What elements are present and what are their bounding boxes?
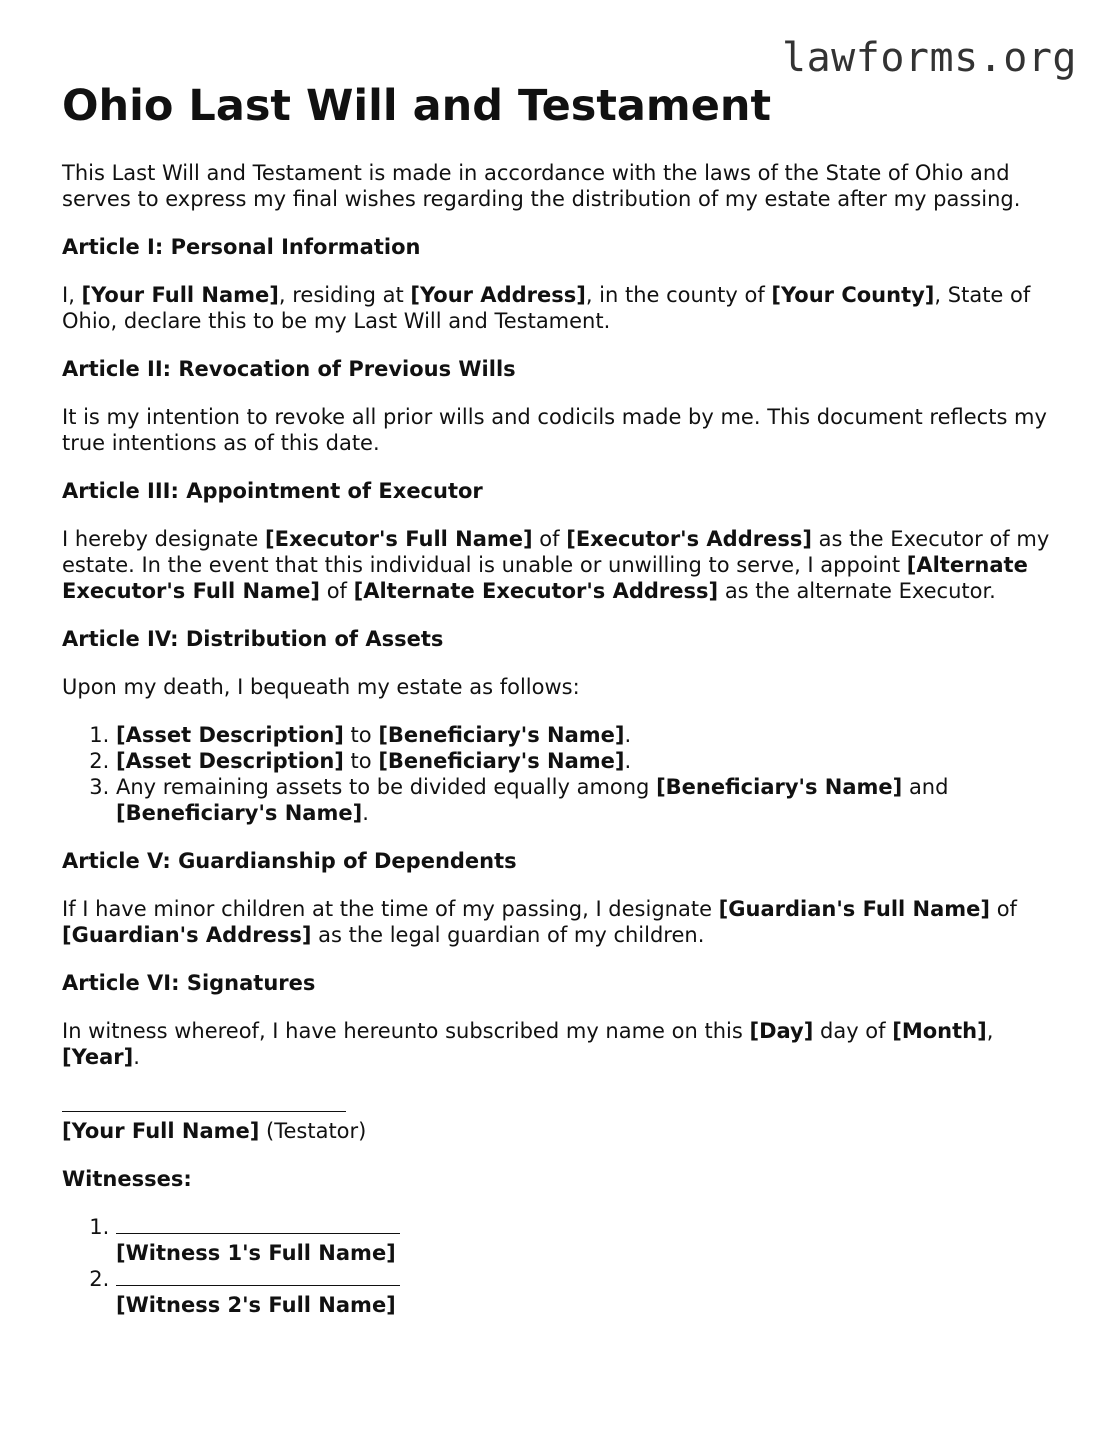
asset-description-placeholder: [Asset Description]	[116, 749, 344, 773]
article4-intro: Upon my death, I bequeath my estate as follows:	[62, 675, 580, 699]
witness1-name-placeholder: [Witness 1's Full Name]	[116, 1241, 396, 1265]
witness-list	[62, 1214, 1062, 1318]
article5-paragraph: If I have minor children at the time of my passing, I designate [Guardian's Full Name] of [Guardian's Address] as the legal guardian of my children.	[62, 897, 1017, 947]
article2-paragraph: It is my intention to revoke all prior wills and codicils made by me. This document reflects my true intentions as of this date.	[62, 405, 1047, 455]
article6-paragraph: In witness whereof, I have hereunto subscribed my name on this [Day] day of [Month], [Year].	[62, 1019, 994, 1069]
your-full-name-placeholder: [Your Full Name]	[81, 283, 279, 307]
article4-heading: Article IV: Distribution of Assets	[62, 627, 444, 651]
testator-signature-line	[62, 1093, 346, 1112]
witness1-signature-line	[116, 1215, 400, 1234]
testator-name-placeholder: [Your Full Name]	[62, 1119, 260, 1143]
executor-address-placeholder: [Executor's Address]	[566, 527, 812, 551]
beneficiary-name-placeholder: [Beneficiary's Name]	[378, 723, 625, 747]
article5-heading: Article V: Guardianship of Dependents	[62, 849, 517, 873]
document-title: Ohio Last Will and Testament	[62, 81, 772, 131]
executor-name-placeholder: [Executor's Full Name]	[265, 527, 533, 551]
list-item: 3. Any remaining assets to be divided equally among [Beneficiary's Name] and [Beneficiary's Name].	[116, 774, 1062, 826]
alternate-executor-name-placeholder: [Alternate Executor's Full Name]	[62, 553, 1028, 603]
article1-heading: Article I: Personal Information	[62, 235, 421, 259]
list-item: 1. [Asset Description] to [Beneficiary's Name].	[116, 722, 1062, 748]
year-placeholder: [Year]	[62, 1045, 134, 1069]
beneficiary-name-placeholder: [Beneficiary's Name]	[116, 801, 363, 825]
testator-role: (Testator)	[259, 1119, 367, 1143]
list-item	[116, 1214, 1062, 1266]
site-watermark: lawforms.org	[782, 35, 1077, 81]
testator-signature-block	[62, 1092, 1062, 1144]
guardian-address-placeholder: [Guardian's Address]	[62, 923, 312, 947]
your-county-placeholder: [Your County]	[771, 283, 935, 307]
witnesses-heading: Witnesses:	[62, 1167, 192, 1191]
article3-heading: Article III: Appointment of Executor	[62, 479, 483, 503]
list-item	[116, 1266, 1062, 1318]
article6-heading: Article VI: Signatures	[62, 971, 316, 995]
article2-heading: Article II: Revocation of Previous Wills	[62, 357, 516, 381]
asset-distribution-list	[62, 722, 1062, 826]
article3-paragraph: I hereby designate [Executor's Full Name] of [Executor's Address] as the Executor of my estate. In the event that this individual is unable or unwilling to serve, I appoint [Alternate Executor's Full Name] of [Alternate Executor's Address] as the alternate Executor.	[62, 527, 1050, 603]
document-page	[62, 80, 1062, 1340]
witness2-signature-line	[116, 1267, 400, 1286]
intro-paragraph: This Last Will and Testament is made in accordance with the laws of the State of Ohio and serves to express my final wishes regarding the distribution of my estate after my passing.	[62, 161, 1021, 211]
alternate-executor-address-placeholder: [Alternate Executor's Address]	[353, 579, 719, 603]
guardian-name-placeholder: [Guardian's Full Name]	[718, 897, 991, 921]
beneficiary-name-placeholder: [Beneficiary's Name]	[378, 749, 625, 773]
article1-paragraph: I, [Your Full Name], residing at [Your Address], in the county of [Your County], State of Ohio, declare this to be my Last Will and Testament.	[62, 283, 1031, 333]
witness2-name-placeholder: [Witness 2's Full Name]	[116, 1293, 396, 1317]
asset-description-placeholder: [Asset Description]	[116, 723, 344, 747]
month-placeholder: [Month]	[892, 1019, 987, 1043]
your-address-placeholder: [Your Address]	[410, 283, 586, 307]
list-item: 2. [Asset Description] to [Beneficiary's Name].	[116, 748, 1062, 774]
day-placeholder: [Day]	[749, 1019, 814, 1043]
beneficiary-name-placeholder: [Beneficiary's Name]	[656, 775, 903, 799]
